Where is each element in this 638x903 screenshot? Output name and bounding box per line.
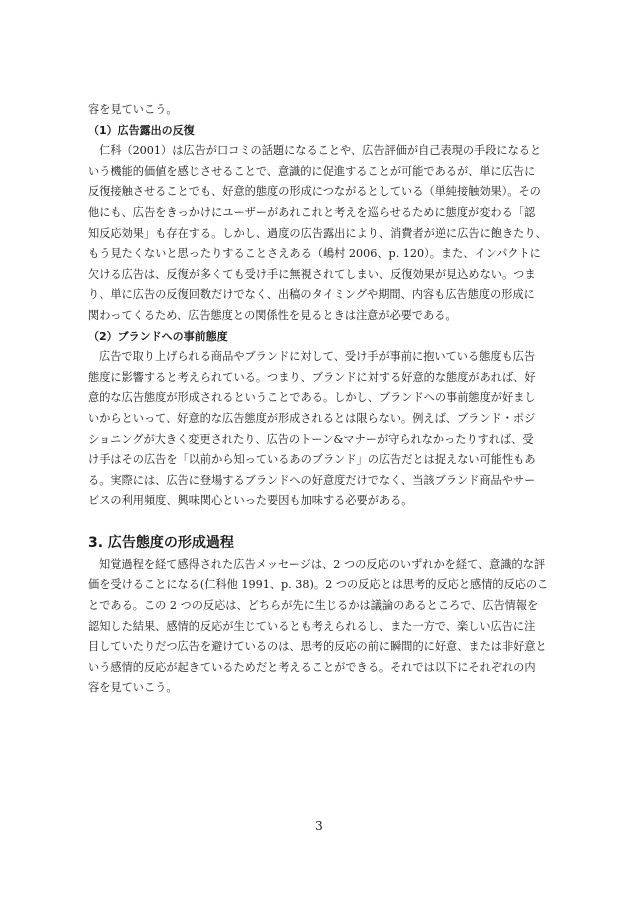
paragraph-line: り、単に広告の反復回数だけでなく、出稿のタイミングや期間、内容も広告態度の形成に [88, 288, 535, 302]
paragraph-line: 欠ける広告は、反復が多くても受け手に無視されてしまい、反復効果が見込めない。つま [88, 267, 536, 281]
paragraph-line: 仁科（2001）は広告が口コミの話題になることや、広告評価が自己表現の手段になると [99, 144, 542, 158]
paragraph-line: 容を見ていこう。 [88, 681, 178, 695]
subsection-heading-ad-exposure: （1）広告露出の反復 [88, 123, 195, 137]
paragraph-line: 知覚過程を経て感得された広告メッセージは、2 つの反応のいずれかを経て、意識的な評 [99, 557, 546, 571]
paragraph-line: 価を受けることになる(仁科他 1991、p. 38)。2 つの反応とは思考的反応と感情的反応のこ [88, 578, 549, 592]
paragraph-line: 意的な広告態度が形成されるということである。しかし、ブランドへの事前態度が好まし [88, 391, 536, 405]
paragraph-line: 知反応効果」も存在する。しかし、過度の広告露出により、消費者が逆に広告に飽きたり、 [88, 226, 547, 240]
subsection-heading-brand-attitude: （2）ブランドへの事前態度 [88, 329, 228, 343]
section-heading-formation-process: 3. 広告態度の形成過程 [88, 534, 234, 551]
paragraph-formation-process [88, 555, 550, 699]
paragraph-ad-exposure [88, 141, 550, 326]
paragraph-line: いう感情的反応が起きているためだと考えることができる。それでは以下にそれぞれの内 [88, 660, 536, 674]
paragraph-line: 反復接触させることでも、好意的態度の形成につながるとしている（単純接触効果）。その [88, 185, 541, 199]
paragraph-line: 認知した結果、感情的反応が生じているとも考えられるし、また一方で、楽しい広告に注 [88, 619, 536, 633]
paragraph-line: とである。この 2 つの反応は、どちらが先に生じるかは議論のあるところで、広告情報を [88, 599, 539, 613]
paragraph-line: いう機能的価値を感じさせることで、意識的に促進することが可能であるが、単に広告に [88, 164, 536, 178]
paragraph-line: る。実際には、広告に登場するブランドへの好意度だけでなく、当該ブランド商品やサー [88, 473, 536, 487]
paragraph-line: け手はその広告を「以前から知っているあのブランド」の広告だとは捉えない可能性もあ [88, 453, 536, 467]
paragraph-brand-attitude [88, 347, 550, 512]
paragraph-line: いからといって、好意的な広告態度が形成されるとは限らない。例えば、ブランド・ポジ [88, 411, 536, 425]
page-number: 3 [315, 819, 323, 833]
paragraph-line: 態度に影響すると考えられている。つまり、ブランドに対する好意的な態度があれば、好 [88, 370, 536, 384]
paragraph-line: 目していたりだつ広告を避けているのは、思考的反応の前に瞬間的に好意、または非好意と [88, 640, 547, 654]
paragraph-line: 広告で取り上げられる商品やブランドに対して、受け手が事前に抱いている態度も広告 [99, 350, 536, 364]
paragraph-line: もう見たくないと思ったりすることさえある（嶋村 2006、p. 120）。また、インパクトに [88, 247, 541, 261]
paragraph-line: ビスの利用頻度、興味関心といった要因も加味する必要がある。 [88, 494, 413, 508]
page-body [88, 100, 550, 699]
paragraph-line: 他にも、広告をきっかけにユーザーがあれこれと考えを巡らせるために態度が変わる「認 [88, 205, 536, 219]
paragraph-line: 関わってくるため、広告態度との関係性を見るときは注意が必要である。 [88, 308, 457, 322]
intro-line: 容を見ていこう。 [88, 103, 178, 116]
paragraph-line: ショニングが大きく変更されたり、広告のトーン&マナーが守られなかったりすれば、受 [88, 432, 534, 446]
